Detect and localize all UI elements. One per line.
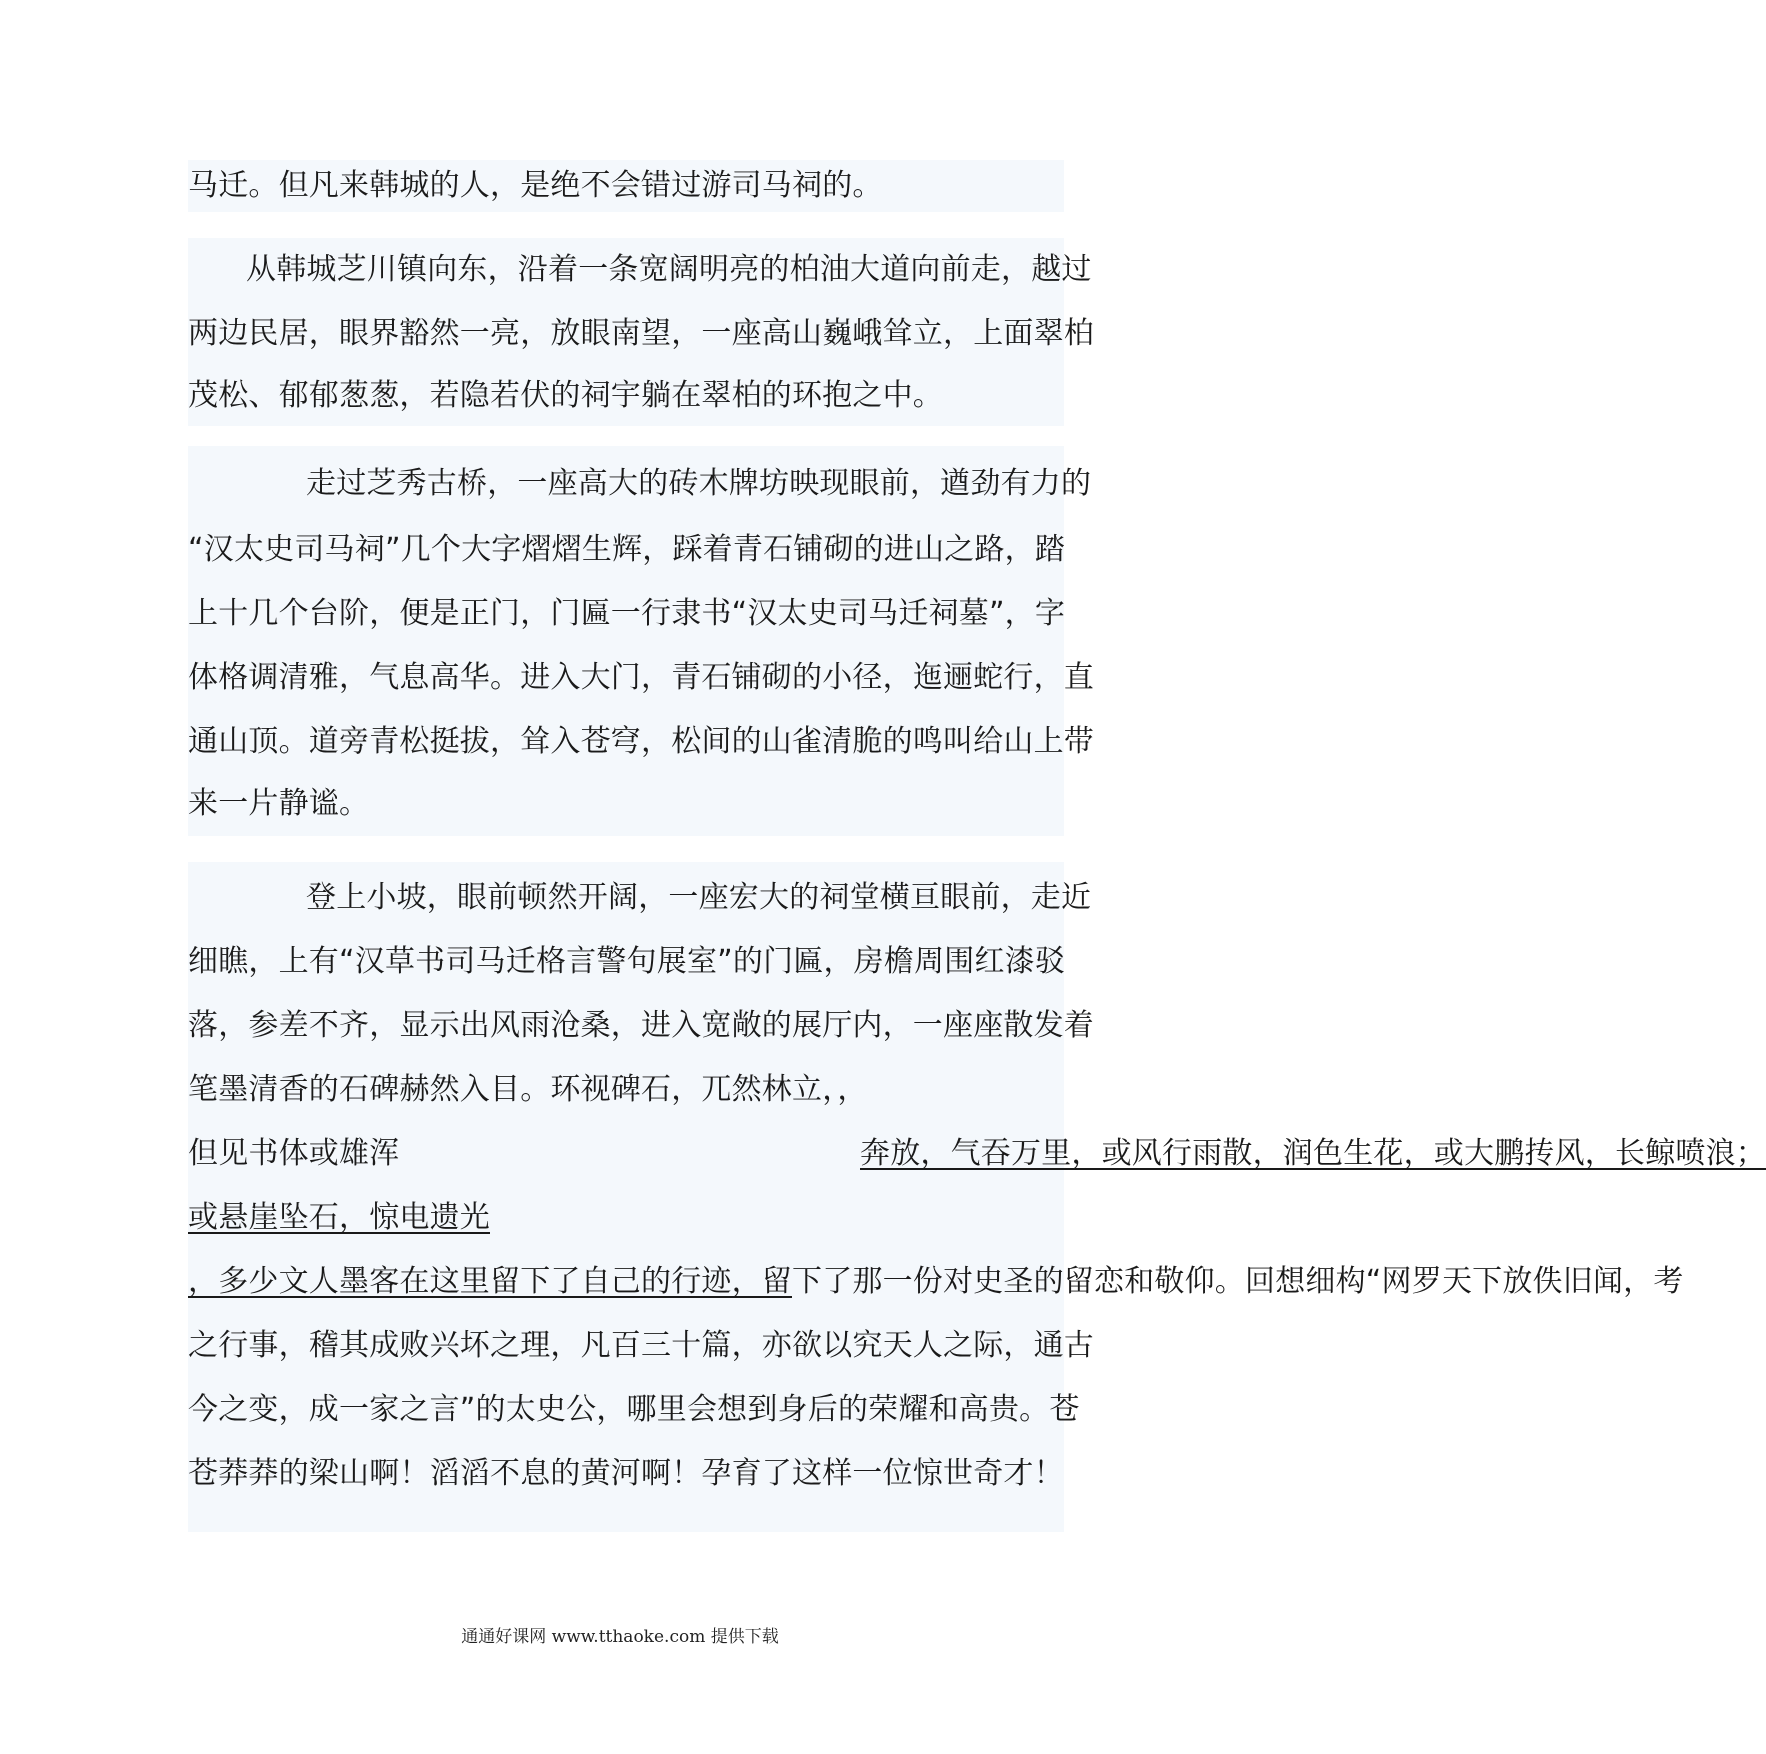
- underlined-text: ，多少文人墨客在这里留下了自己的行迹，留: [188, 1264, 792, 1299]
- underlined-text: 或悬崖坠石，惊电遗光: [188, 1200, 490, 1235]
- text-line: 今之变，成一家之言”的太史公，哪里会想到身后的荣耀和高贵。苍: [188, 1392, 1080, 1427]
- text-line: 两边民居，眼界豁然一亮，放眼南望，一座高山巍峨耸立，上面翠柏: [188, 316, 1094, 351]
- text-line: 之行事，稽其成败兴坏之理，凡百三十篇，亦欲以究天人之际，通古: [188, 1328, 1094, 1363]
- text-line: 从韩城芝川镇向东，沿着一条宽阔明亮的柏油大道向前走，越过: [246, 252, 1092, 287]
- text-line: 马迁。但凡来韩城的人，是绝不会错过游司马祠的。: [188, 168, 883, 203]
- text-line: 苍莽莽的梁山啊！滔滔不息的黄河啊！孕育了这样一位惊世奇才！: [188, 1456, 1064, 1491]
- text-line: 来一片静谧。: [188, 786, 370, 821]
- page-footer: 通通好课网 www.tthaoke.com 提供下载: [461, 1627, 779, 1647]
- paragraph-3: [188, 446, 1094, 836]
- underlined-text: 奔放，气吞万里，或风行雨散，润色生花，或大鹏抟风，长鲸喷浪；: [860, 1136, 1766, 1171]
- text-line: 走过芝秀古桥，一座高大的砖木牌坊映现眼前，遒劲有力的: [306, 466, 1092, 501]
- paragraph-1: [188, 160, 1064, 212]
- paragraph-4: [188, 862, 1766, 1532]
- text-line: 上十几个台阶，便是正门，门匾一行隶书“汉太史司马迁祠墓”，字: [188, 596, 1066, 631]
- text-line: 茂松、郁郁葱葱，若隐若伏的祠宇躺在翠柏的环抱之中。: [188, 378, 943, 413]
- text-line: “汉太史司马祠”几个大字熠熠生辉，踩着青石铺砌的进山之路，踏: [188, 532, 1066, 567]
- text-line: 体格调清雅，气息高华。进入大门，青石铺砌的小径，迤逦蛇行，直: [188, 660, 1094, 695]
- text-line: [860, 1134, 1766, 1174]
- paragraph-2: [188, 238, 1094, 426]
- text-line: 但见书体或雄浑: [188, 1136, 400, 1171]
- text-line: [188, 1262, 1684, 1302]
- text-line: 落，参差不齐，显示出风雨沧桑，进入宽敞的展厅内，一座座散发着: [188, 1008, 1094, 1043]
- text-line: 通山顶。道旁青松挺拔，耸入苍穹，松间的山雀清脆的鸣叫给山上带: [188, 724, 1094, 759]
- text-line: [188, 1198, 490, 1238]
- text-segment: 下了那一份对史圣的留恋和敬仰。回想细构“网罗天下放佚旧闻，考: [792, 1264, 1684, 1299]
- text-line: 细瞧，上有“汉草书司马迁格言警句展室”的门匾，房檐周围红漆驳: [188, 944, 1066, 979]
- text-line: 笔墨清香的石碑赫然入目。环视碑石，兀然林立，，: [188, 1072, 868, 1107]
- text-line: 登上小坡，眼前顿然开阔，一座宏大的祠堂横亘眼前，走近: [306, 880, 1092, 915]
